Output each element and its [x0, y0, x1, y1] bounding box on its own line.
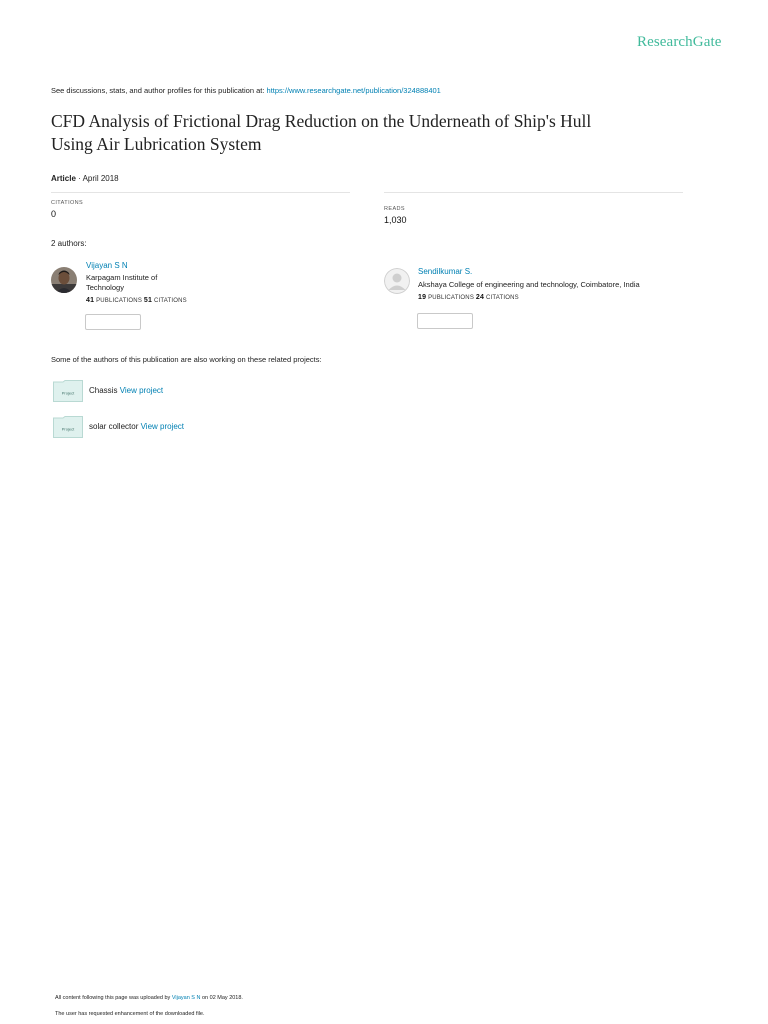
project-1-folder-label: Project	[61, 390, 75, 396]
project-2-folder-icon	[53, 416, 83, 438]
author-1-stats	[86, 297, 187, 304]
author-photo-icon	[51, 267, 77, 293]
upload-notice-prefix: All content following this page was uploaded by	[55, 995, 171, 1001]
reads-label: READS	[384, 206, 405, 212]
author-1-citations-count: 51	[143, 297, 153, 304]
uploader-link[interactable]: Vijayan S N	[171, 995, 201, 1001]
default-user-icon	[384, 268, 410, 294]
author-2-institution	[418, 280, 640, 290]
author-1-name-link[interactable]: Vijayan S N	[86, 261, 128, 270]
project-1-name: Chassis	[89, 386, 118, 395]
author-1-institution-line-1: Karpagam Institute of	[86, 273, 158, 282]
project-1-view-link[interactable]: View project	[119, 386, 164, 395]
author-2-avatar[interactable]	[384, 268, 410, 294]
meta-separator: ·	[78, 174, 83, 183]
author-1-publications-count: 41	[86, 297, 95, 304]
author-2-citations-label: CITATIONS	[485, 295, 519, 301]
project-2-folder-label: Project	[61, 426, 75, 432]
project-1-folder-icon	[53, 380, 83, 402]
author-1-avatar[interactable]	[51, 267, 77, 293]
author-2-citations-count: 24	[475, 294, 485, 301]
reads-value: 1,030	[384, 215, 407, 225]
researchgate-logo[interactable]: ResearchGate	[637, 34, 722, 50]
author-1-institution	[86, 273, 157, 293]
publication-date: April 2018	[82, 174, 119, 183]
project-1	[89, 386, 163, 395]
author-2-publications-label: PUBLICATIONS	[428, 295, 475, 301]
divider-left	[51, 192, 350, 193]
project-2	[89, 422, 184, 431]
publication-meta	[51, 174, 119, 183]
see-discussions-line	[51, 86, 441, 95]
author-1-see-profile-button[interactable]	[85, 314, 141, 330]
author-1-citations-label: CITATIONS	[153, 298, 187, 304]
author-2-name-link[interactable]: Sendilkumar S.	[418, 267, 473, 276]
author-2-publications-count: 19	[418, 294, 427, 301]
project-2-name: solar collector	[89, 422, 139, 431]
authors-count-label: 2 authors:	[51, 239, 87, 248]
see-discussions-text: See discussions, stats, and author profiles for this publication at:	[51, 86, 265, 95]
related-projects-label: Some of the authors of this publication are also working on these related projects:	[51, 355, 322, 364]
author-1-institution-line-2: Technology	[86, 283, 124, 292]
title-line-1: CFD Analysis of Frictional Drag Reduction on the Underneath of Ship's Hull	[51, 111, 592, 131]
divider-right	[384, 192, 683, 193]
author-2-see-profile-button[interactable]	[417, 313, 473, 329]
citations-value: 0	[51, 209, 57, 219]
publication-type: Article	[51, 174, 76, 183]
title-line-2: Using Air Lubrication System	[51, 134, 262, 154]
citations-label: CITATIONS	[51, 200, 84, 206]
author-2-institution-line-1: Akshaya College of engineering and technology, Coimbatore, India	[418, 280, 640, 289]
author-2-stats	[418, 294, 519, 301]
author-1-publications-label: PUBLICATIONS	[96, 298, 143, 304]
upload-notice	[55, 995, 243, 1001]
project-2-view-link[interactable]: View project	[140, 422, 185, 431]
enhancement-notice: The user has requested enhancement of the downloaded file.	[55, 1011, 205, 1017]
publication-url-link[interactable]: https://www.researchgate.net/publication/324888401	[266, 86, 441, 95]
publication-title	[51, 110, 731, 156]
upload-notice-suffix: on 02 May 2018.	[201, 995, 243, 1001]
